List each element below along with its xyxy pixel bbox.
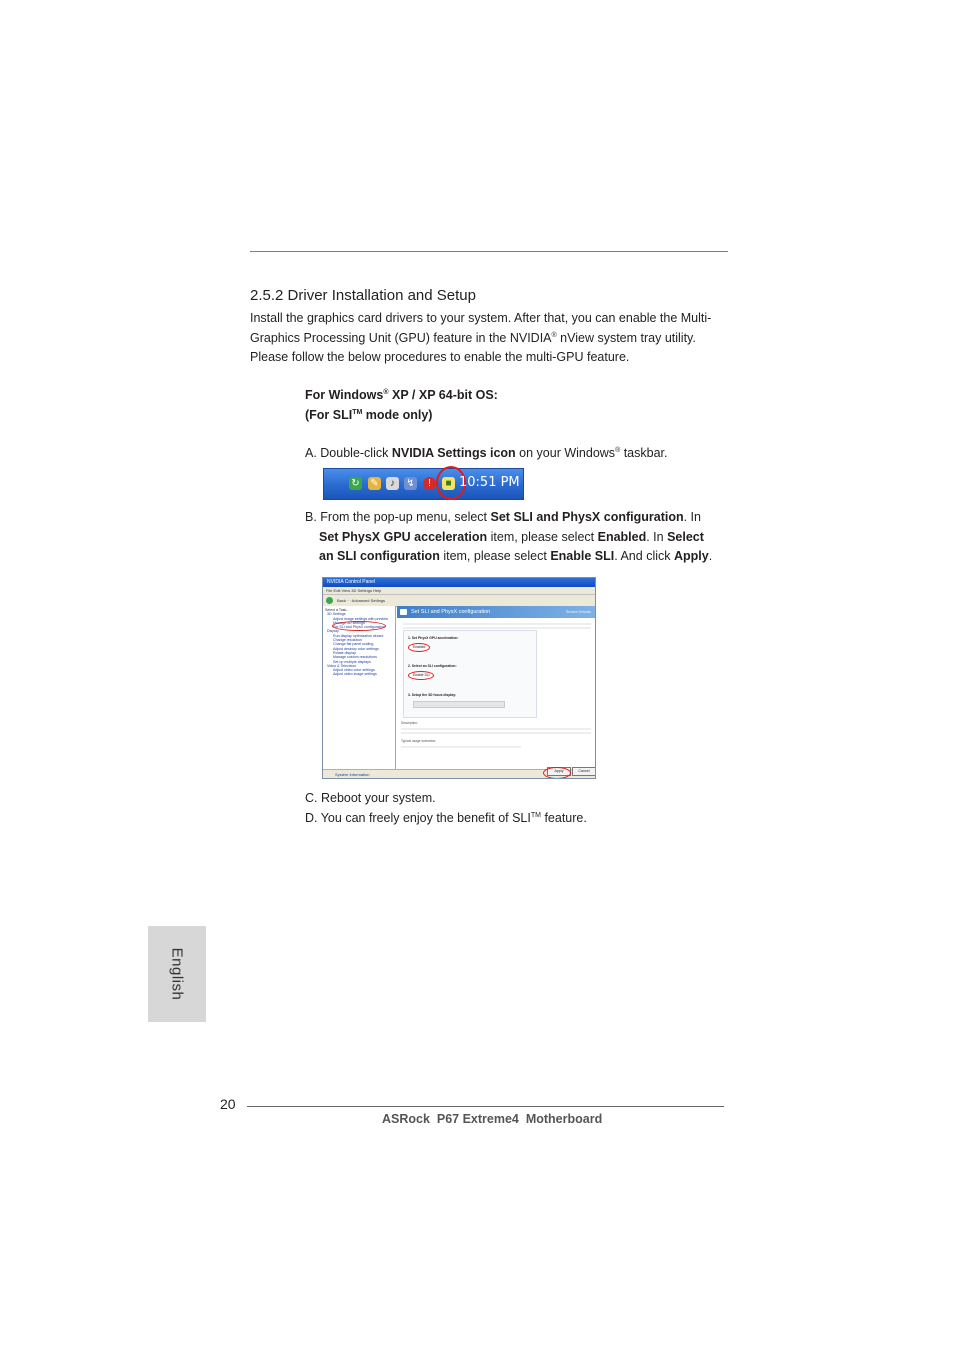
- header-rule: [250, 251, 728, 252]
- step-b-text: . In: [646, 529, 668, 544]
- task-tree-item[interactable]: 3D Settings: [327, 612, 346, 617]
- step-b-bold: Apply: [673, 549, 709, 563]
- apply-button[interactable]: Apply: [547, 767, 571, 776]
- task-tree-item[interactable]: Adjust desktop color settings: [333, 646, 379, 651]
- trademark-mark: TM: [352, 408, 363, 416]
- restore-defaults-link[interactable]: Restore Defaults: [565, 610, 591, 614]
- highlight-ellipse: [408, 671, 434, 680]
- step-d-pre: D. You can freely enjoy the benefit of SLI: [305, 811, 531, 825]
- description-label: Description:: [401, 721, 418, 725]
- intro-line-1: Install the graphics card drivers to your system. After that, you can enable the Multi-: [250, 311, 712, 325]
- step-b-text: . In: [683, 510, 701, 524]
- os-heading-line-1: [305, 386, 498, 406]
- intro-line-2: [250, 329, 730, 349]
- taskbar-tray-screenshot: [323, 468, 524, 500]
- physx-heading: 1. Set PhysX GPU acceleration:: [408, 636, 459, 640]
- step-a: [305, 444, 667, 464]
- task-header: Select a Task...: [325, 608, 350, 612]
- task-tree: [323, 606, 396, 770]
- task-tree-item[interactable]: Adjust video color settings: [333, 668, 375, 673]
- text-line: [401, 732, 591, 734]
- physx-option[interactable]: Enabled: [413, 645, 426, 649]
- banner-title: Set SLI and PhysX configuration: [411, 609, 491, 615]
- description-area: [401, 722, 591, 750]
- menu-bar[interactable]: File Edit View 3D Settings Help: [323, 587, 595, 595]
- os-line1-a: For Windows: [305, 388, 384, 402]
- task-tree-item[interactable]: Set SLI and PhysX configuration: [333, 625, 385, 630]
- step-d-post: feature.: [540, 811, 587, 825]
- language-label: English: [168, 947, 186, 1001]
- registered-mark: ®: [615, 446, 621, 454]
- text-line: [401, 728, 591, 730]
- text-line: [403, 623, 591, 625]
- os-line1-b: XP / XP 64-bit OS:: [388, 388, 498, 402]
- text-line: [401, 746, 521, 748]
- registered-mark: ®: [551, 331, 557, 339]
- tray-icon: ✎: [368, 477, 381, 490]
- task-tree-item[interactable]: Video & Television: [327, 663, 357, 668]
- step-d: [305, 809, 587, 829]
- focus-display-select[interactable]: [413, 701, 505, 708]
- back-icon[interactable]: [326, 597, 333, 604]
- step-a-mid: on your Windows: [515, 446, 616, 460]
- window-title: NVIDIA Control Panel: [323, 578, 595, 587]
- shield-icon: !: [423, 477, 436, 490]
- task-tree-item[interactable]: Change resolution: [333, 638, 363, 643]
- task-tree-item[interactable]: Set up multiple displays: [333, 659, 371, 664]
- task-tree-item[interactable]: Display: [327, 629, 339, 634]
- step-a-pre: A. Double-click: [305, 446, 392, 460]
- highlight-ellipse: [332, 621, 386, 631]
- step-b-bold: an SLI configuration: [319, 549, 440, 563]
- nvidia-control-panel-screenshot: [322, 577, 596, 779]
- step-b-bold: Set SLI and PhysX configuration: [490, 510, 684, 524]
- usage-label: Typical usage scenarios:: [401, 738, 436, 743]
- step-b-bold: Select: [667, 529, 704, 544]
- step-a-bold: NVIDIA Settings icon: [391, 446, 516, 460]
- step-b-line-1: [305, 508, 735, 528]
- intro-line-3: Please follow the below procedures to enable the multi-GPU feature.: [250, 350, 630, 364]
- step-b-bold: Set PhysX GPU acceleration: [319, 529, 488, 544]
- page-number: 20: [220, 1096, 236, 1112]
- tray-icon: ♪: [386, 477, 399, 490]
- step-b-bold: Enable SLI: [550, 549, 615, 563]
- task-tree-item[interactable]: Manage 3D settings: [333, 620, 365, 625]
- system-information-link[interactable]: System Information: [335, 772, 370, 777]
- os-heading-line-2: [305, 406, 498, 426]
- sli-option[interactable]: Enable SLI: [413, 673, 430, 677]
- task-tree-item[interactable]: Manage custom resolutions: [333, 655, 377, 660]
- step-b-line-3: [305, 547, 735, 567]
- registered-mark: ®: [383, 388, 389, 396]
- step-b-text: . And click: [614, 549, 674, 563]
- task-tree-item[interactable]: Adjust image settings with preview: [333, 616, 388, 621]
- intro-line-2-b: nView system tray utility.: [556, 330, 696, 345]
- language-tab: [148, 926, 206, 1022]
- step-b-bold: Enabled: [597, 529, 647, 544]
- step-a-post: taskbar.: [620, 446, 668, 460]
- settings-icon: [400, 609, 407, 615]
- task-tree-item[interactable]: Run display optimization wizard: [333, 633, 384, 638]
- step-b-text: B. From the pop-up menu, select: [305, 510, 491, 524]
- trademark-mark: TM: [530, 811, 541, 819]
- intro-line-2-a: Graphics Processing Unit (GPU) feature in the NVIDIA: [250, 330, 552, 345]
- footer-rule: [247, 1106, 724, 1107]
- nvidia-settings-icon[interactable]: ■: [442, 477, 455, 490]
- focus-display-heading: 3. Setup the 3D focus display:: [408, 693, 457, 697]
- product-name: ASRock P67 Extreme4 Motherboard: [382, 1112, 603, 1126]
- page-banner: [397, 606, 596, 618]
- highlight-ellipse: [408, 643, 430, 652]
- step-b-text: item, please select: [487, 529, 598, 544]
- options-box: [403, 630, 537, 718]
- os-line2-b: mode only): [362, 407, 433, 422]
- tray-clock: 10:51 PM: [459, 475, 520, 490]
- tray-icon: ↯: [404, 477, 417, 490]
- step-b-text: .: [708, 549, 713, 563]
- os-heading: [305, 386, 498, 425]
- task-tree-item[interactable]: Rotate display: [333, 650, 356, 655]
- toolbar-label[interactable]: Back · · Advanced Settings: [337, 598, 386, 603]
- sli-heading: 2. Select an SLI configuration:: [408, 664, 457, 668]
- cancel-button[interactable]: Cancel: [572, 767, 596, 776]
- text-line: [403, 627, 591, 629]
- task-tree-item[interactable]: Adjust video image settings: [333, 672, 377, 677]
- tray-icon: ↻: [349, 477, 362, 490]
- step-b-text: item, please select: [439, 549, 551, 563]
- step-c: C. Reboot your system.: [305, 791, 436, 805]
- section-title: 2.5.2 Driver Installation and Setup: [250, 287, 476, 304]
- step-b-line-2: [305, 528, 735, 548]
- step-b: [305, 508, 735, 567]
- task-tree-item[interactable]: Change flat panel scaling: [333, 642, 374, 647]
- os-line2-a: (For SLI: [305, 407, 353, 422]
- intro-paragraph: [250, 309, 730, 368]
- highlight-ellipse: [543, 767, 571, 779]
